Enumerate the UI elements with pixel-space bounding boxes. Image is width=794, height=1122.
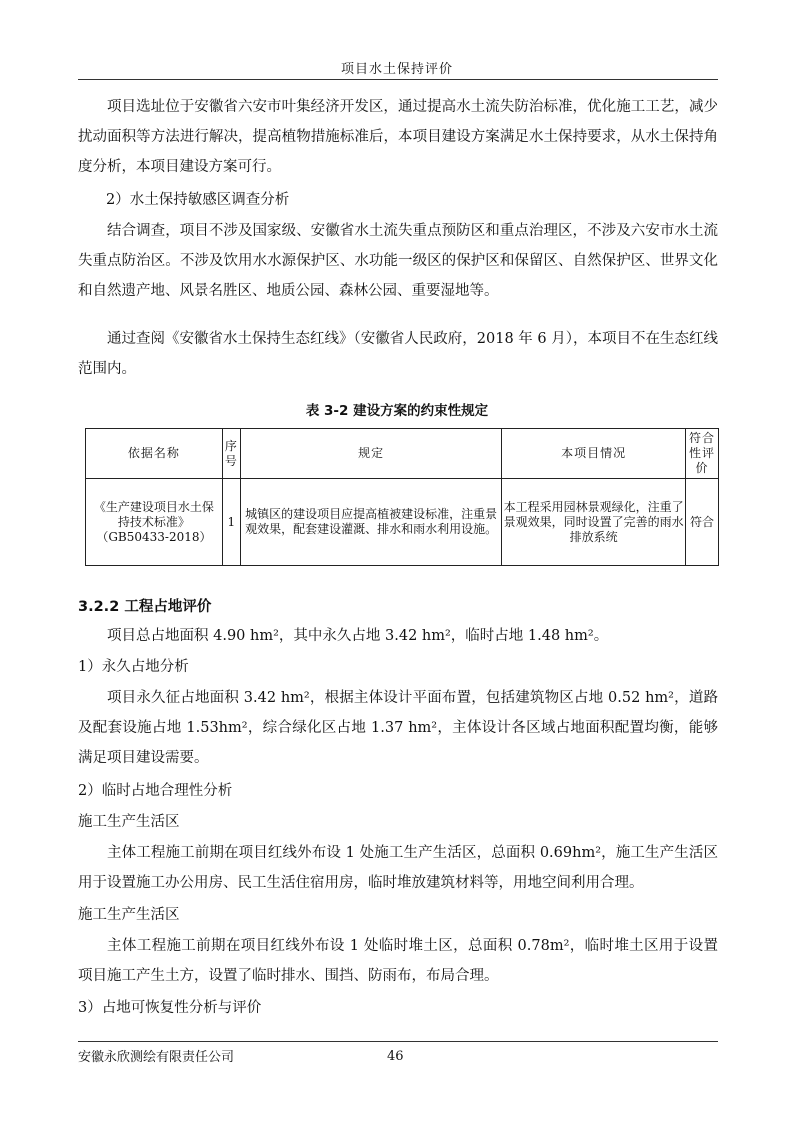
subheading-sensitive-area: 2）水土保持敏感区调查分析 bbox=[106, 192, 290, 208]
paragraph-permanent: 项目永久征占地面积 3.42 hm²，根据主体设计平面布置，包括建筑物区占地 0.52 hm²，道路及配套设施占地 1.53hm²，综合绿化区占地 1.37 hm²，主体设计各区域占地面积配置均衡，能够满足项目建设需要。 bbox=[78, 690, 718, 766]
footer-rule bbox=[78, 1041, 718, 1042]
cell-number: 1 bbox=[222, 479, 240, 566]
cell-situation: 本工程采用园林景观绿化，注重了景观效果，同时设置了完善的雨水排放系统 bbox=[502, 479, 686, 566]
constraint-table bbox=[85, 428, 719, 566]
paragraph-camp-2: 主体工程施工前期在项目红线外布设 1 处临时堆土区，总面积 0.78m²，临时堆土区用于设置项目施工产生土方，设置了临时排水、围挡、防雨布，布局合理。 bbox=[78, 938, 718, 984]
paragraph-site-selection: 项目选址位于安徽省六安市叶集经济开发区，通过提高水土流失防治标准，优化施工工艺，减少扰动面积等方法进行解决，提高植物措施标准后，本项目建设方案满足水土保持要求，从水土保持角度分析，本项目建设方案可行。 bbox=[78, 99, 718, 175]
paragraph-red-line: 通过查阅《安徽省水土保持生态红线》（安徽省人民政府，2018 年 6 月），本项目不在生态红线范围内。 bbox=[78, 331, 718, 377]
table-header-row bbox=[86, 429, 719, 479]
table-caption: 表 3-2 建设方案的约束性规定 bbox=[305, 403, 489, 419]
subheading-temporary: 2）临时占地合理性分析 bbox=[78, 783, 233, 799]
cell-rule: 城镇区的建设项目应提高植被建设标准，注重景观效果，配套建设灌溉、排水和雨水利用设施。 bbox=[240, 479, 502, 566]
paragraph-total-area: 项目总占地面积 4.90 hm²，其中永久占地 3.42 hm²，临时占地 1.48 hm²。 bbox=[107, 628, 609, 644]
footer-company: 安徽永欣测绘有限责任公司 bbox=[78, 1050, 235, 1065]
header-situation: 本项目情况 bbox=[502, 429, 686, 479]
subheading-recovery: 3）占地可恢复性分析与评价 bbox=[78, 1000, 262, 1016]
header-rule: 规定 bbox=[240, 429, 502, 479]
subheading-permanent: 1）永久占地分析 bbox=[78, 659, 189, 675]
page-header-title: 项目水土保持评价 bbox=[340, 62, 453, 77]
cell-basis: 《生产建设项目水土保 持技术标准》（GB50433-2018） bbox=[86, 479, 223, 566]
cell-evaluation: 符合 bbox=[685, 479, 718, 566]
header-rule bbox=[78, 79, 718, 80]
header-basis: 依据名称 bbox=[86, 429, 223, 479]
table-row bbox=[86, 479, 719, 566]
page-number: 46 bbox=[387, 1049, 404, 1064]
paragraph-camp-1: 主体工程施工前期在项目红线外布设 1 处施工生产生活区，总面积 0.69hm²，施工生产生活区用于设置施工办公用房、民工生活住宿用房，临时堆放建筑材料等，用地空间利用合理。 bbox=[78, 845, 718, 891]
paragraph-survey: 结合调查，项目不涉及国家级、安徽省水土流失重点预防区和重点治理区，不涉及六安市水土流失重点防治区。不涉及饮用水水源保护区、水功能一级区的保护区和保留区、自然保护区、世界文化和自然遗产地、风景名胜区、地质公园、森林公园、重要湿地等。 bbox=[78, 223, 718, 299]
subheading-camp-2: 施工生产生活区 bbox=[78, 907, 180, 923]
section-heading: 3.2.2 工程占地评价 bbox=[78, 599, 212, 615]
header-number: 序号 bbox=[222, 429, 240, 479]
subheading-camp-1: 施工生产生活区 bbox=[78, 814, 180, 830]
header-evaluation: 符合性评价 bbox=[685, 429, 718, 479]
